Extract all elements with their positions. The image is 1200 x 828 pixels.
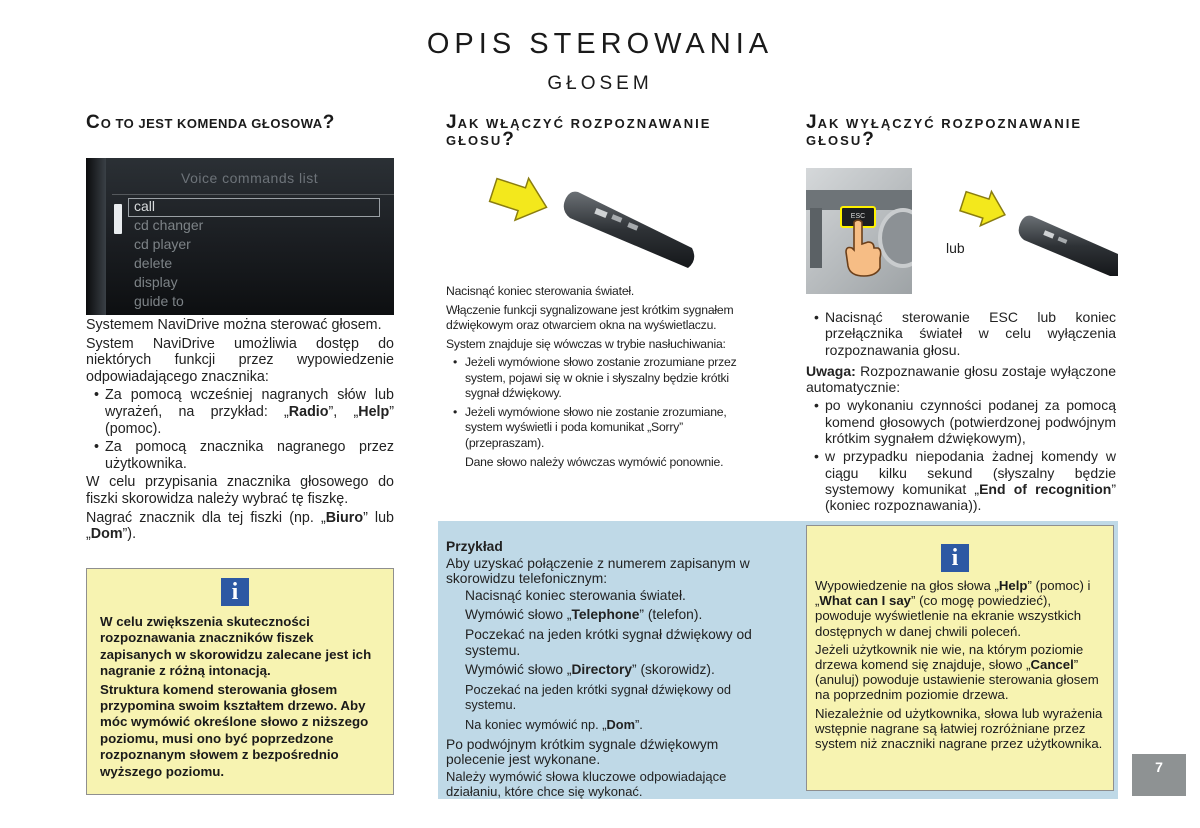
screen-frame (86, 158, 106, 315)
example-step: Nacisnąć koniec sterowania świateł. (465, 587, 686, 603)
col3-body (806, 309, 1116, 516)
col1-bullet: • Za pomocą wcześniej nagranych słów lub wyrażeń, na przykład: „Radio”, „Help” (pomoc). (94, 387, 394, 437)
example-intro: Aby uzyskać połączenie z numerem zapisanym w skorowidzu telefonicznym: (446, 555, 750, 587)
info-icon: i (941, 544, 969, 572)
example-steps (454, 588, 758, 733)
col2-paragraph: Włączenie funkcji sygnalizowane jest krótkim sygnałem dźwiękowym oraz otwarciem okna na wyświetlaczu. (446, 302, 734, 332)
esc-button: ESC (840, 206, 876, 228)
page-number-tab: 7 (1132, 754, 1186, 796)
col3-bullet: • Nacisnąć sterowanie ESC lub koniec przełącznika świateł w celu wyłączenia rozpoznawania głosu. (814, 309, 1116, 358)
screen-divider (112, 194, 394, 195)
light-stalk-illustration-2 (958, 188, 1118, 278)
info-help-paragraph: Niezależnie od użytkownika, słowa lub wyrażenia wstępnie nagrane są łatwiej rozróżniane przez system niż znaczniki nagrane przez użytkownika. (815, 705, 1103, 752)
col2-bullet: • Jeżeli wymówione słowo zostanie zrozumiane przez system, pojawi się w oknie i słyszalny będzie krótki sygnał dźwiękowy. (453, 355, 756, 402)
col1-paragraph: Nagrać znacznik dla tej fiszki (np. „Biuro” lub „Dom”). (86, 509, 395, 543)
lub-label: lub (946, 240, 965, 256)
yellow-arrow-icon (488, 170, 553, 228)
col1-bullets (94, 387, 394, 472)
screen-title: Voice commands list (181, 170, 319, 186)
screen-selection-box (128, 198, 380, 217)
info-paragraph: Struktura komend sterowania głosem przypomina swoim kształtem drzewo. Aby móc wymówić określone słowo z niższego poziomu, musi ono być poprzedzone rozpoznanym słowem z bezpośrednio wyższego poziomu. (100, 681, 369, 779)
col2-body (446, 284, 756, 474)
light-stalk-icon (564, 192, 695, 268)
col1-heading: CO TO JEST KOMENDA GŁOSOWA? (86, 112, 336, 133)
col1-paragraph: Systemem NaviDrive można sterować głosem. (86, 317, 382, 333)
info-icon: i (221, 578, 249, 606)
pointing-hand-icon (840, 218, 884, 278)
page-title: OPIS STEROWANIA (426, 28, 774, 60)
col1-bullet: • Za pomocą znacznika nagranego przez użytkownika. (94, 439, 394, 472)
example-step: Na koniec wymówić np. „Dom”. (465, 716, 643, 732)
info-help-paragraph: Jeżeli użytkownik nie wie, na którym poziomie drzewa komend się znajduje, słowo „Cancel” (anuluj) powoduje ustawienie sterowania głosem na poprzednim poziomie drzewa. (815, 641, 1099, 703)
example-step: Wymówić słowo „Telephone” (telefon). (465, 607, 703, 623)
col1-paragraph: System NaviDrive umożliwia dostęp do niektórych funkcji przez wypowiedzenie odpowiadającego znacznika: (86, 335, 394, 385)
screen-list-item: guide to (134, 293, 184, 309)
info-box-tips (86, 568, 394, 795)
example-step: Wymówić słowo „Directory” (skorowidz). (465, 662, 715, 678)
col2-bullets (453, 355, 756, 471)
info-paragraph: W celu zwiększenia skuteczności rozpoznawania znaczników fiszek zapisanych w skorowidzu zalecane jest ich nagranie z różną intonacją. (100, 614, 372, 679)
col1-body (86, 317, 394, 545)
col2-heading: JAK WŁĄCZYĆ ROZPOZNAWANIE GŁOSU? (446, 112, 712, 150)
info-help-paragraph: Wypowiedzenie na głos słowa „Help” (pomoc) i „What can I say” (co mogę powiedzieć), powoduje wyświetlenie na ekranie wszystkich dostępnych w danej chwili poleceń. (815, 578, 1091, 639)
light-stalk-icon (1019, 216, 1118, 276)
screen-list-item: cd changer (134, 217, 204, 233)
yellow-arrow-icon (958, 188, 1010, 232)
col2-paragraph: Nacisnąć koniec sterowania świateł. (446, 284, 635, 298)
example-step: Poczekać na jeden krótki sygnał dźwiękowy od systemu. (465, 681, 732, 713)
screen-list-item: delete (134, 255, 173, 271)
col3-note-bullets (814, 397, 1116, 513)
col3-note-bullet: • po wykonaniu czynności podanej za pomocą komend głosowych (potwierdzonej podwójnym krótkim sygnałem dźwiękowym), (814, 397, 1116, 446)
col3-note: Uwaga: Rozpoznawanie głosu zostaje wyłączone automatycznie: (806, 362, 1116, 396)
col3-heading: JAK WYŁĄCZYĆ ROZPOZNAWANIE GŁOSU? (806, 112, 1083, 150)
screen-list-item: display (134, 274, 178, 290)
esc-button-photo (806, 168, 912, 294)
screen-scrollbar (114, 204, 122, 234)
screen-list-item: cd player (134, 236, 191, 252)
page-subtitle: GŁOSEM (547, 73, 653, 94)
example-label: Przykład (446, 539, 503, 554)
example-text (446, 539, 758, 800)
col2-paragraph: System znajduje się wówczas w trybie nasłuchiwania: (446, 336, 726, 351)
info-box-help-text (815, 578, 1109, 751)
col3-bullets (814, 309, 1116, 358)
col3-note-bullet: • w przypadku niepodania żadnej komendy w ciągu kilku sekund (słyszalny będzie systemowy komunikat „End of recognition” (koniec rozpoznawania)). (814, 448, 1116, 513)
info-box-help (806, 525, 1114, 791)
col2-bullet: • Jeżeli wymówione słowo nie zostanie zrozumiane, system wyświetli i poda komunikat „Sorry” (przepraszam). Dane słowo należy wówczas wymówić ponownie. (453, 405, 756, 471)
example-paragraph: Po podwójnym krótkim sygnale dźwiękowym polecenie jest wykonane. (446, 736, 719, 768)
light-stalk-illustration (488, 170, 698, 280)
screen-list-item: call (134, 198, 156, 214)
col1-paragraph: W celu przypisania znacznika głosowego do fiszki skorowidza należy wybrać tę fiszkę. (86, 474, 394, 507)
voice-commands-screen (86, 158, 394, 315)
info-box-text (100, 614, 382, 780)
example-paragraph: Należy wymówić słowa kluczowe odpowiadające działaniu, które chce się wykonać. (446, 768, 727, 800)
example-step: Poczekać na jeden krótki sygnał dźwiękowy od systemu. (465, 626, 752, 658)
